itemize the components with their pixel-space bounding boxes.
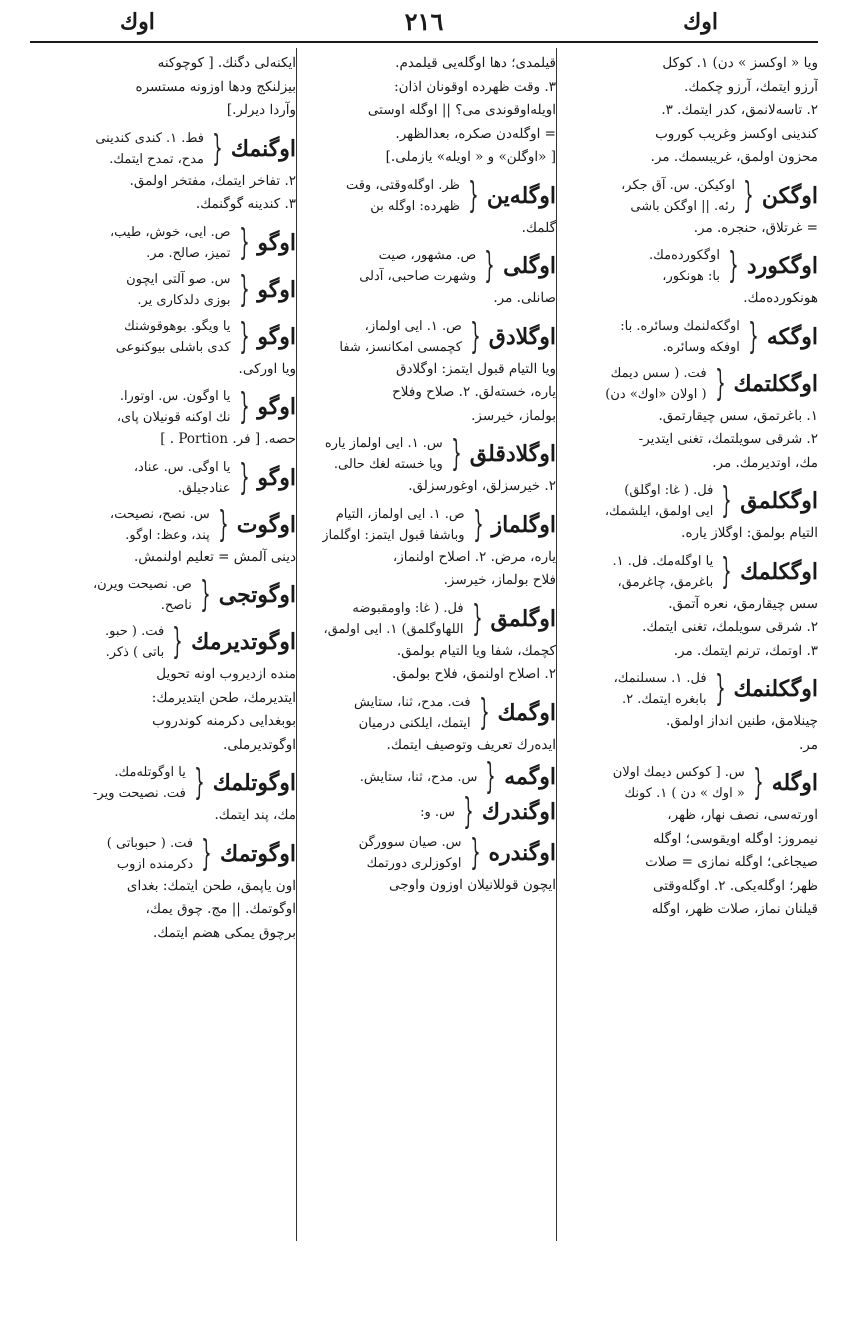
dictionary-entry <box>570 551 818 664</box>
dictionary-entry <box>570 762 818 922</box>
running-header <box>30 6 818 40</box>
header-right-guide-word: اوك <box>683 9 718 35</box>
definition-line: منده ازدیروب اونه تحویل <box>156 666 296 682</box>
entry-head <box>34 222 296 264</box>
brace-mark: { <box>238 315 250 357</box>
column-divider <box>296 48 297 1241</box>
brace-mark: { <box>472 503 484 545</box>
headword: اوگلماز <box>491 511 556 538</box>
entry-gloss <box>95 128 204 170</box>
entry-head <box>570 668 818 710</box>
entry-gloss <box>110 222 231 264</box>
brace-mark: { <box>218 503 229 545</box>
headword: اوگله <box>771 770 818 796</box>
headword: اوگنمك <box>230 135 296 162</box>
entry-gloss <box>93 574 192 616</box>
dictionary-entry <box>34 128 296 217</box>
definition-line: وآردا دیرلر.] <box>226 102 296 118</box>
header-rule <box>30 41 818 43</box>
definition-line: كچمك، شفا ویا التیام بولمق. <box>396 642 556 659</box>
headword: اوگمك <box>497 699 556 726</box>
entry-gloss <box>325 433 443 475</box>
entry-gloss <box>612 551 713 593</box>
gloss-line: ایی اولمق، ایلشمك، <box>604 504 714 519</box>
gloss-line: اللهاوگلمق) ١. ایی اولمق، <box>323 621 464 637</box>
dictionary-entry <box>34 833 296 946</box>
definition-line: ویا « اوكسز » دن) ١. كوكل <box>662 55 818 71</box>
headword: اوگو <box>257 229 296 256</box>
gloss-line: اوگكەلنمك وسائره. با: <box>620 318 740 334</box>
entry-head <box>34 504 296 546</box>
gloss-line: ناصح. <box>160 598 192 613</box>
entry-gloss <box>116 316 231 358</box>
definition-line: اویلەاوقوندی می؟ || اوگله اوستی <box>367 102 556 118</box>
entry-head <box>310 245 556 287</box>
gloss-line: اوفكه وسائره. <box>662 339 740 355</box>
dictionary-entry <box>570 363 818 476</box>
definition-line: ٢. تاسەلانمق، كدر ایتمك. ٣. <box>661 102 818 118</box>
gloss-line: س. مدح، ثنا، ستایش. <box>359 769 478 785</box>
brace-mark: { <box>721 480 732 521</box>
definition-line: ٢. شرقی سویلمك، تغنی ایتمك. <box>642 619 818 635</box>
entry-head <box>34 316 296 358</box>
definition-line: فلاح بولماز، خیرسز. <box>443 572 556 588</box>
definition-line: سس چیقارمق، نعره آتمق. <box>668 595 818 612</box>
entry-gloss <box>110 504 210 546</box>
definition-line: محزون اولمق، غریبسمك. مر. <box>650 149 818 165</box>
entry-head <box>570 480 818 522</box>
entry-gloss <box>621 175 735 217</box>
definition-line: ٣. اوتمك، ترنم ایتمك. مر. <box>673 642 818 659</box>
definition-line: ایچون قوللانیلان اوزون واوجی <box>389 877 556 893</box>
gloss-line: نك اوكنه قونیلان پای، <box>116 410 231 425</box>
gloss-line: اوكیكن. س. آق جكر، <box>621 177 735 193</box>
entry-gloss <box>324 598 464 640</box>
brace-mark: { <box>485 756 496 797</box>
entry-head <box>570 316 818 358</box>
brace-mark: { <box>721 550 732 592</box>
brace-mark: { <box>471 597 483 639</box>
brace-mark: { <box>238 386 250 427</box>
gloss-line: فت. ( سس دیمك <box>610 365 707 381</box>
definition-line: بولماز، خیرسز. <box>471 407 556 424</box>
dictionary-entry <box>570 480 818 546</box>
entry-gloss <box>605 480 714 522</box>
definition-line: ١. باغرتمق، سس چیقارتمق. <box>658 407 818 424</box>
entry-gloss <box>359 245 476 287</box>
definition-line: مر. <box>799 736 818 753</box>
gloss-line: دكرمنده ازوب <box>116 856 194 872</box>
entry-head <box>34 621 296 663</box>
entry-gloss <box>346 175 460 217</box>
dictionary-entry <box>310 433 556 499</box>
entry-gloss <box>420 802 455 823</box>
dictionary-entry <box>570 316 818 358</box>
gloss-line: كچمسی امكانسز، شفا <box>339 339 462 355</box>
dictionary-entry <box>34 504 296 570</box>
brace-mark: { <box>194 762 205 803</box>
entry-gloss <box>126 269 230 311</box>
gloss-line: یا اوگوتلەمك. <box>114 765 186 780</box>
column-right <box>570 52 818 1240</box>
entry-head <box>34 574 296 616</box>
headword: اوگلادق <box>488 323 556 350</box>
definition-line: ایكنەلی دگنك. [ كوچوكنه <box>157 55 296 71</box>
entry-head <box>570 363 818 405</box>
definition-line: اورتەسی، نصف نهار، ظهر، <box>667 807 818 823</box>
gloss-line: ایتمك، ایلكنی درمیان <box>358 715 471 731</box>
headword: اوگوتدیرمك <box>191 629 296 655</box>
column-divider <box>556 48 557 1241</box>
gloss-line: فت. ( حبو. <box>104 624 165 639</box>
gloss-line: ص. ١. ایی اولماز، <box>364 318 462 334</box>
dictionary-entry <box>34 386 296 452</box>
dictionary-entry <box>34 457 296 499</box>
gloss-line: عنادجیلق. <box>177 480 231 496</box>
gloss-line: فت. مدح، ثنا، ستایش <box>354 694 471 710</box>
entry-head <box>310 433 556 475</box>
entry-head <box>310 598 556 640</box>
entry-gloss <box>117 386 231 428</box>
brace-mark: { <box>201 832 212 874</box>
gloss-line: یا اوگون. س. اوتورا. <box>119 389 231 404</box>
entry-head <box>310 756 556 797</box>
gloss-line: س. و: <box>420 804 455 820</box>
dictionary-entry <box>570 175 818 241</box>
definition-line: [ «اوگلن» و « اویله» یازملی.] <box>385 149 556 165</box>
entry-gloss <box>649 245 720 287</box>
entry-head <box>310 692 556 734</box>
headword: اوگمه <box>504 764 556 790</box>
gloss-line: فت. نصیحت ویر- <box>93 786 186 801</box>
definition-line: صیجاغی؛ اوگله نمازی = صلات <box>645 854 818 870</box>
brace-mark: { <box>753 762 764 803</box>
headword: اوگو <box>257 276 296 303</box>
brace-mark: { <box>714 668 726 709</box>
entry-head <box>310 832 556 874</box>
entry-head <box>34 833 296 875</box>
headword: اوگلادقلق <box>469 441 556 467</box>
gloss-line: « اوك » دن ) ١. كونك <box>624 786 745 801</box>
page-number: ٢١٦ <box>404 7 444 36</box>
definition-line: مك، اوتدیرمك. مر. <box>712 454 818 471</box>
definition-line: هونكوردەمك. <box>743 290 818 306</box>
definition-line: بوبغدایی دكرمنه كوندروب <box>152 713 296 729</box>
entry-head <box>34 128 296 170</box>
definition-line: مك، پند ایتمك. <box>214 807 296 823</box>
definition-line: اوگوتمك. || مج. چوق یمك، <box>145 901 296 917</box>
dictionary-entry <box>34 52 296 123</box>
gloss-line: ظهرده: اوگله بن <box>370 198 460 214</box>
gloss-line: س. [ كوكس دیمك اولان <box>612 765 745 780</box>
headword: اوگندرك <box>481 799 556 825</box>
entry-gloss <box>620 316 740 358</box>
headword: اوگوتمك <box>220 840 296 867</box>
gloss-line: پند، وعظ: اوگو. <box>125 527 210 543</box>
entry-head <box>34 457 296 499</box>
entry-head <box>310 316 556 358</box>
header-left-guide-word: اوك <box>120 9 155 35</box>
dictionary-entry <box>570 668 818 757</box>
brace-mark: { <box>714 362 726 404</box>
headword: اوگكلمق <box>740 488 818 514</box>
headword: اوگكلمك <box>740 558 818 585</box>
definition-line: ٢. تفاخر ایتمك، مفتخر اولمق. <box>129 172 296 189</box>
brace-mark: { <box>238 221 250 263</box>
definition-line: ظهر؛ اوگلەیكی. ٢. اوگلەوقتی <box>652 877 818 894</box>
gloss-line: ویا خسته لغك حالی. <box>333 457 443 472</box>
headword: اوگلمق <box>490 605 556 632</box>
entry-gloss <box>134 457 231 499</box>
dictionary-entry <box>310 791 556 832</box>
dictionary-entry <box>34 621 296 757</box>
headword: اوگندره <box>488 840 556 866</box>
entry-head <box>310 504 556 546</box>
entry-gloss <box>359 832 462 874</box>
gloss-line: ص. نصیحت ویرن، <box>92 577 192 592</box>
entry-gloss <box>354 692 471 734</box>
headword: اوگوتلمك <box>212 770 296 796</box>
dictionary-entry <box>34 574 296 616</box>
entry-gloss <box>107 833 193 875</box>
brace-mark: { <box>212 127 223 169</box>
gloss-line: س. صو آلتی ایچون <box>126 271 231 287</box>
entry-head <box>310 791 556 832</box>
brace-mark: { <box>469 832 481 873</box>
dictionary-entry <box>310 756 556 797</box>
brace-mark: { <box>728 245 739 286</box>
definition-line: = غرتلاق، حنجره. مر. <box>693 219 818 236</box>
definition-line: ٢. اصلاح اولنمق، فلاح بولمق. <box>391 666 556 682</box>
gloss-line: بوزی دلدكاری یر. <box>137 292 231 308</box>
headword: اوگوت <box>236 511 296 538</box>
entry-gloss <box>360 767 478 788</box>
gloss-line: وباشفا قبول ایتمز: اوگلماز <box>322 527 465 543</box>
headword: اوگلی <box>503 253 556 279</box>
brace-mark: { <box>470 315 481 357</box>
headword: اوگكن <box>761 182 818 209</box>
brace-mark: { <box>238 268 250 310</box>
definition-line: اوگوتدیرملی. <box>223 736 296 753</box>
headword: اوگو <box>257 323 296 350</box>
entry-gloss <box>105 621 164 663</box>
dictionary-entry <box>310 832 556 898</box>
definition-line: كندینی اوكسز وغریب كوروب <box>655 125 818 142</box>
definition-line: ویا اوركی. <box>238 360 296 377</box>
dictionary-entry <box>310 504 556 593</box>
headword: اوگكورد <box>746 253 818 279</box>
gloss-line: اوكوزلری دورتمك <box>366 856 462 871</box>
gloss-line: باغرمق، چاغرمق، <box>617 574 714 590</box>
gloss-line: فل. ( غا: واومقبوضه <box>352 600 464 616</box>
gloss-line: فل. ( غا: اوگلق) <box>624 483 714 498</box>
entry-gloss <box>339 316 462 358</box>
definition-line: حصه. [ فر. Portion . ] <box>160 431 296 447</box>
dictionary-entry <box>310 245 556 311</box>
definition-line: بیزلنكج ودها اوزونه مستسره <box>135 78 296 95</box>
gloss-line: اوگكوردەمك. <box>649 248 720 263</box>
gloss-line: ص. ایی، خوش، طیب، <box>109 224 231 240</box>
gloss-line: س. صیان سوورگن <box>358 835 462 850</box>
gloss-line: س. ١. ایی اولماز یاره <box>324 436 443 451</box>
definition-line: = اوگلەدن صكره، بعدالظهر. <box>395 125 556 142</box>
dictionary-entry <box>570 245 818 311</box>
definition-line: صانلی. مر. <box>493 290 556 306</box>
headword: اوگكلتمك <box>733 370 818 397</box>
definition-line: قیلمدی؛ دها اوگلەیی قیلمدم. <box>395 55 556 71</box>
dictionary-entry <box>310 692 556 758</box>
gloss-line: رئه. || اوگكن باشی <box>630 198 735 214</box>
definition-line: ایتدیرمك، طحن ایتدیرمك: <box>151 689 296 706</box>
gloss-line: وشهرت صاحبی، آدلی <box>359 269 477 284</box>
definition-line: اون یاپمق، طحن ایتمك: بغدای <box>126 877 296 894</box>
brace-mark: { <box>172 621 183 662</box>
brace-mark: { <box>200 574 211 615</box>
brace-mark: { <box>238 456 250 498</box>
definition-line: گلمك. <box>521 219 556 236</box>
brace-mark: { <box>451 433 462 474</box>
dictionary-entry <box>34 762 296 828</box>
gloss-line: ( اولان «اوك» دن) <box>605 386 707 402</box>
definition-line: التیام بولمق: اوگلاز یاره. <box>681 525 818 541</box>
gloss-line: فط. ١. كندی كندینی <box>95 130 204 146</box>
definition-line: یاره، مرض. ٢. اصلاح اولنماز، <box>392 548 556 565</box>
definition-line: ٣. كندینه گوگنمك. <box>195 196 296 212</box>
gloss-line: تمیز، صالح. مر. <box>146 245 231 261</box>
dictionary-entry <box>34 269 296 311</box>
headword: اوگكلنمك <box>733 676 818 702</box>
headword: اوگو <box>257 394 296 420</box>
definition-line: آرزو ایتمك، آرزو چكمك. <box>684 78 818 95</box>
dictionary-entry <box>310 316 556 429</box>
entry-head <box>34 762 296 804</box>
entry-head <box>570 551 818 593</box>
brace-mark: { <box>478 691 490 733</box>
gloss-line: س. نصح، نصیحت، <box>109 506 210 522</box>
column-left <box>34 52 296 1240</box>
definition-line: یاره، خستەلق. ٢. صلاح وفلاح <box>392 384 556 400</box>
gloss-line: باتی ) ذكر. <box>105 645 165 660</box>
gloss-line: یا ویگو. بوهوقوشنك <box>124 318 231 334</box>
gloss-line: ص. مشهور، صیت <box>378 248 477 263</box>
dictionary-entry <box>34 316 296 382</box>
entry-gloss <box>605 363 706 405</box>
entry-gloss <box>322 504 464 546</box>
definition-line: دینی آلمش = تعلیم اولنمش. <box>133 548 296 565</box>
brace-mark: { <box>463 791 474 832</box>
dictionary-entry <box>310 52 556 170</box>
dictionary-entry <box>570 52 818 170</box>
dictionary-entry <box>34 222 296 264</box>
gloss-line: فل. ١. سسلنمك، <box>613 671 707 686</box>
gloss-line: ظر. اوگلەوقتی، وقت <box>345 177 460 193</box>
entry-head <box>34 269 296 311</box>
entry-head <box>34 386 296 428</box>
headword: اوگكه <box>766 323 818 350</box>
headword: اوگلەین <box>486 182 556 209</box>
gloss-line: بابغره ایتمك. ٢. <box>621 692 707 707</box>
gloss-line: كدی باشلی بیوكنوعی <box>115 339 231 355</box>
entry-head <box>570 175 818 217</box>
brace-mark: { <box>748 315 759 357</box>
entry-gloss <box>613 762 745 804</box>
entry-head <box>310 175 556 217</box>
definition-line: ٢. شرقی سویلتمك، تغنی ایتدیر- <box>638 431 818 447</box>
definition-line: ٢. خیرسزلق، اوغورسزلق. <box>408 478 556 494</box>
gloss-line: با: هونكور، <box>662 269 720 284</box>
dictionary-entry <box>310 175 556 241</box>
gloss-line: ص. ١. ایی اولماز، التیام <box>335 506 465 522</box>
gloss-line: یا اوگی. س. عناد، <box>133 459 231 475</box>
brace-mark: { <box>468 174 479 216</box>
definition-line: ایدەرك تعریف وتوصیف ایتمك. <box>386 736 556 753</box>
definition-line: چینلامق، طنین انداز اولمق. <box>665 713 818 729</box>
gloss-line: یا اوگلەمك. فل. ١. <box>612 553 714 569</box>
entry-head <box>570 762 818 804</box>
column-middle <box>310 52 556 1240</box>
definition-line: قیلنان نماز، صلات ظهر، اوگله <box>651 901 818 917</box>
definition-line: برچوق یمكی هضم ایتمك. <box>152 924 296 941</box>
definition-line: ٣. وقت ظهرده اوقونان اذان: <box>394 78 556 95</box>
gloss-line: فت. ( حبوباتی ) <box>106 835 194 851</box>
entry-gloss <box>614 668 707 710</box>
entry-head <box>570 245 818 287</box>
headword: اوگو <box>257 464 296 491</box>
brace-mark: { <box>743 174 754 216</box>
headword: اوگوتجی <box>218 582 296 608</box>
definition-line: نیمروز: اوگله اویقوسی؛ اوگله <box>652 830 818 847</box>
brace-mark: { <box>484 245 495 286</box>
gloss-line: مدح، تمدح ایتمك. <box>109 151 204 167</box>
definition-line: ویا التیام قبول ایتمز: اوگلادق <box>396 360 556 377</box>
dictionary-entry <box>310 598 556 687</box>
entry-gloss <box>93 762 186 804</box>
